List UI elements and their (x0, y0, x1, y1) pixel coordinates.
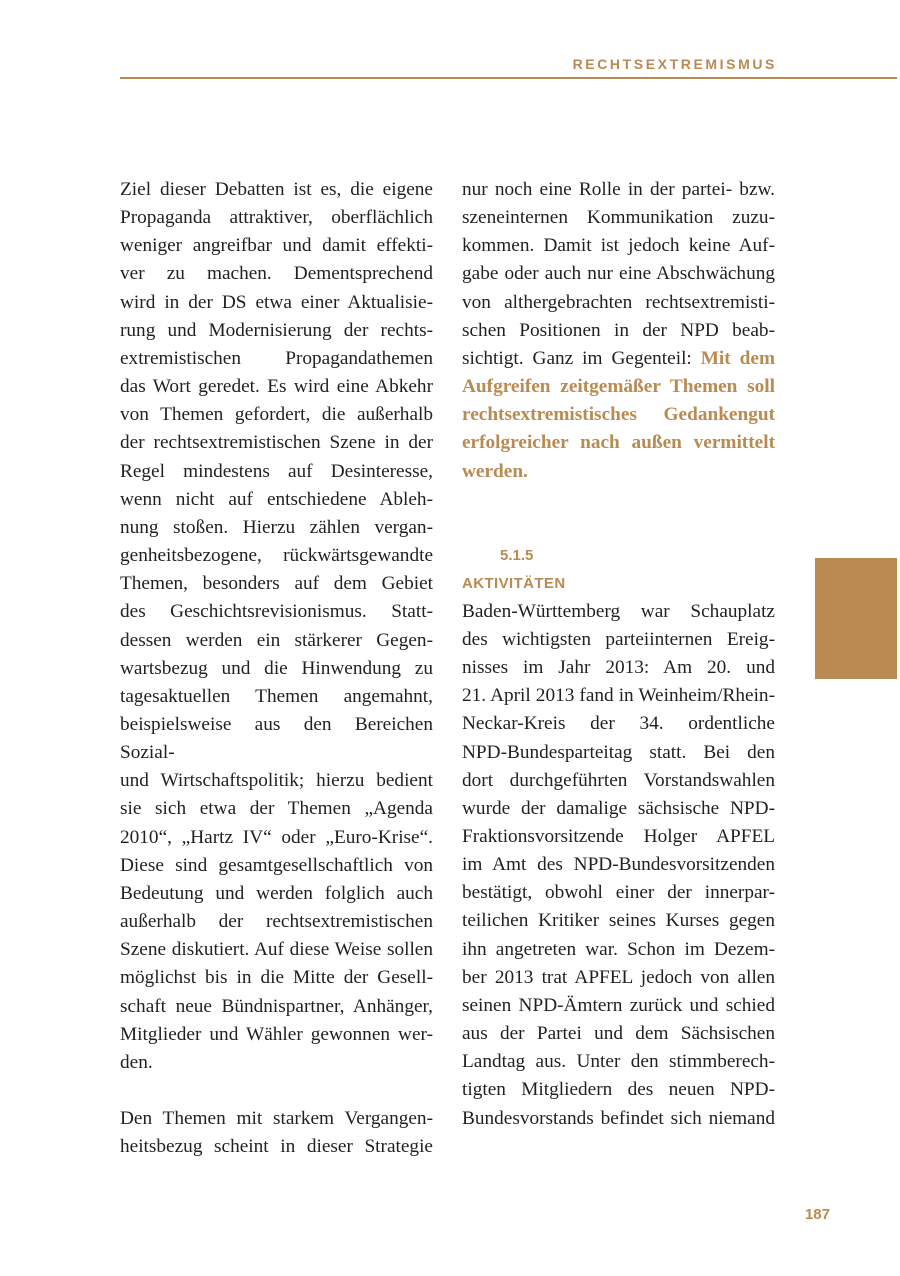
highlight-line: erfolgreicher nach außen vermittelt (462, 432, 775, 454)
running-head: RECHTSEXTREMISMUS (572, 56, 777, 72)
text-line: Bedeutung und werden folglich auch (120, 882, 433, 904)
highlight-line: Aufgreifen zeitgemäßer Themen soll (462, 376, 775, 398)
text-line: ver zu machen. Dementsprechend (120, 263, 433, 285)
text-line: dessen werden ein stärkerer Gegen- (120, 629, 433, 651)
text-line: Diese sind gesamtgesellschaftlich von (120, 854, 433, 876)
text-line: genheitsbezogene, rückwärtsgewandte (120, 545, 433, 567)
text-line: das Wort geredet. Es wird eine Abkehr (120, 376, 433, 398)
text-line: ber 2013 trat APFEL jedoch von allen (462, 966, 775, 988)
text-line: sie sich etwa der Themen „Agenda (120, 798, 433, 820)
text-line: Landtag aus. Unter den stimmberech- (462, 1051, 775, 1073)
text-line: wartsbezug und die Hinwendung zu (120, 657, 433, 679)
left-column (120, 176, 433, 1161)
section-number: 5.1.5 (500, 546, 534, 564)
text-line: bestätigt, obwohl einer der innerpar- (462, 882, 775, 904)
text-line: des Geschichtsrevisionismus. Statt- (120, 601, 433, 623)
text-line: tigten Mitgliedern des neuen NPD- (462, 1079, 775, 1101)
section-heading: AKTIVITÄTEN (462, 574, 566, 592)
text-line: Bundesvorstands befindet sich niemand (462, 1107, 775, 1129)
text-line: kommen. Damit ist jedoch keine Auf- (462, 235, 775, 257)
text-line: wurde der damalige sächsische NPD- (462, 797, 775, 819)
text-line: gabe oder auch nur eine Abschwächung (462, 263, 775, 285)
header-rule (120, 77, 897, 79)
text-line: außerhalb der rechtsextremistischen (120, 911, 433, 933)
right-paragraph-2 (462, 598, 775, 1133)
text-line: wird in der DS etwa einer Aktualisie- (120, 291, 433, 313)
text-line: beispielsweise aus den Bereichen Sozial- (120, 713, 433, 764)
text-line: szeneinternen Kommunikation zuzu- (462, 207, 775, 229)
text-line: heitsbezug scheint in dieser Strategie (120, 1136, 433, 1158)
text-line: schaft neue Bündnispartner, Anhänger, (120, 995, 433, 1017)
text-line: von althergebrachten rechtsextremisti- (462, 291, 775, 313)
text-line: Themen, besonders auf dem Gebiet (120, 573, 433, 595)
highlight-line: werden. (462, 460, 528, 482)
text-line: Mitglieder und Wähler gewonnen wer- (120, 1023, 433, 1045)
highlight-line: rechtsextremistisches Gedankengut (462, 404, 775, 426)
text-line: von Themen gefordert, die außerhalb (120, 404, 433, 426)
text-line: dort durchgeführten Vorstandswahlen (462, 769, 775, 791)
text-line: rung und Modernisierung der rechts- (120, 319, 433, 341)
highlight-text: Mit dem (700, 347, 776, 369)
text-line: Regel mindestens auf Desinteresse, (120, 460, 433, 482)
right-column (462, 176, 775, 1133)
text-line: seinen NPD-Ämtern zurück und schied (462, 994, 775, 1016)
chapter-tab-marker (815, 558, 897, 679)
text-line: aus der Partei und dem Sächsischen (462, 1023, 775, 1045)
text-line: Baden-Württemberg war Schauplatz (462, 600, 775, 622)
text-line: Szene diskutiert. Auf diese Weise sollen (120, 939, 433, 961)
text-line: der rechtsextremistischen Szene in der (120, 432, 433, 454)
text-line: nisses im Jahr 2013: Am 20. und (462, 657, 775, 679)
text-line: im Amt des NPD-Bundesvorsitzenden (462, 854, 775, 876)
text-line: wenn nicht auf entschiedene Ableh- (120, 488, 433, 510)
text-line: nur noch eine Rolle in der partei- bzw. (462, 179, 775, 200)
left-paragraph-2 (120, 1105, 433, 1161)
text-line: 2010“, „Hartz IV“ oder „Euro-Krise“. (120, 826, 433, 848)
lead-text: sichtigt. Ganz im Gegenteil: (462, 347, 701, 369)
text-line: schen Positionen in der NPD beab- (462, 319, 775, 341)
text-line: weniger angreifbar und damit effekti- (120, 235, 433, 257)
text-line: nung stoßen. Hierzu zählen vergan- (120, 516, 433, 538)
text-line: teilichen Kritiker seines Kurses gegen (462, 910, 775, 932)
text-line: Ziel dieser Debatten ist es, die eigene (120, 179, 433, 200)
text-line: 21. April 2013 fand in Weinheim/Rhein- (462, 685, 775, 707)
text-line: möglichst bis in die Mitte der Gesell- (120, 967, 433, 989)
right-paragraph-1 (462, 176, 775, 486)
text-line: des wichtigsten parteiinternen Ereig- (462, 628, 775, 650)
text-line: Propaganda attraktiver, oberflächlich (120, 207, 433, 229)
text-line: tagesaktuellen Themen angemahnt, (120, 685, 433, 707)
text-line: extremistischen Propagandathemen (120, 347, 433, 369)
text-line: NPD-Bundesparteitag statt. Bei den (462, 741, 775, 763)
left-paragraph-1 (120, 176, 433, 1077)
text-line: Den Themen mit starkem Vergangen- (120, 1108, 433, 1129)
text-line-mixed (462, 345, 775, 373)
page-number: 187 (804, 1206, 830, 1223)
text-line: Fraktionsvorsitzende Holger APFEL (462, 825, 775, 847)
text-line: und Wirtschaftspolitik; hierzu bedient (120, 770, 433, 792)
text-line: ihn angetreten war. Schon im Dezem- (462, 938, 775, 960)
text-line: Neckar-Kreis der 34. ordentliche (462, 713, 775, 735)
text-line: den. (120, 1051, 153, 1073)
